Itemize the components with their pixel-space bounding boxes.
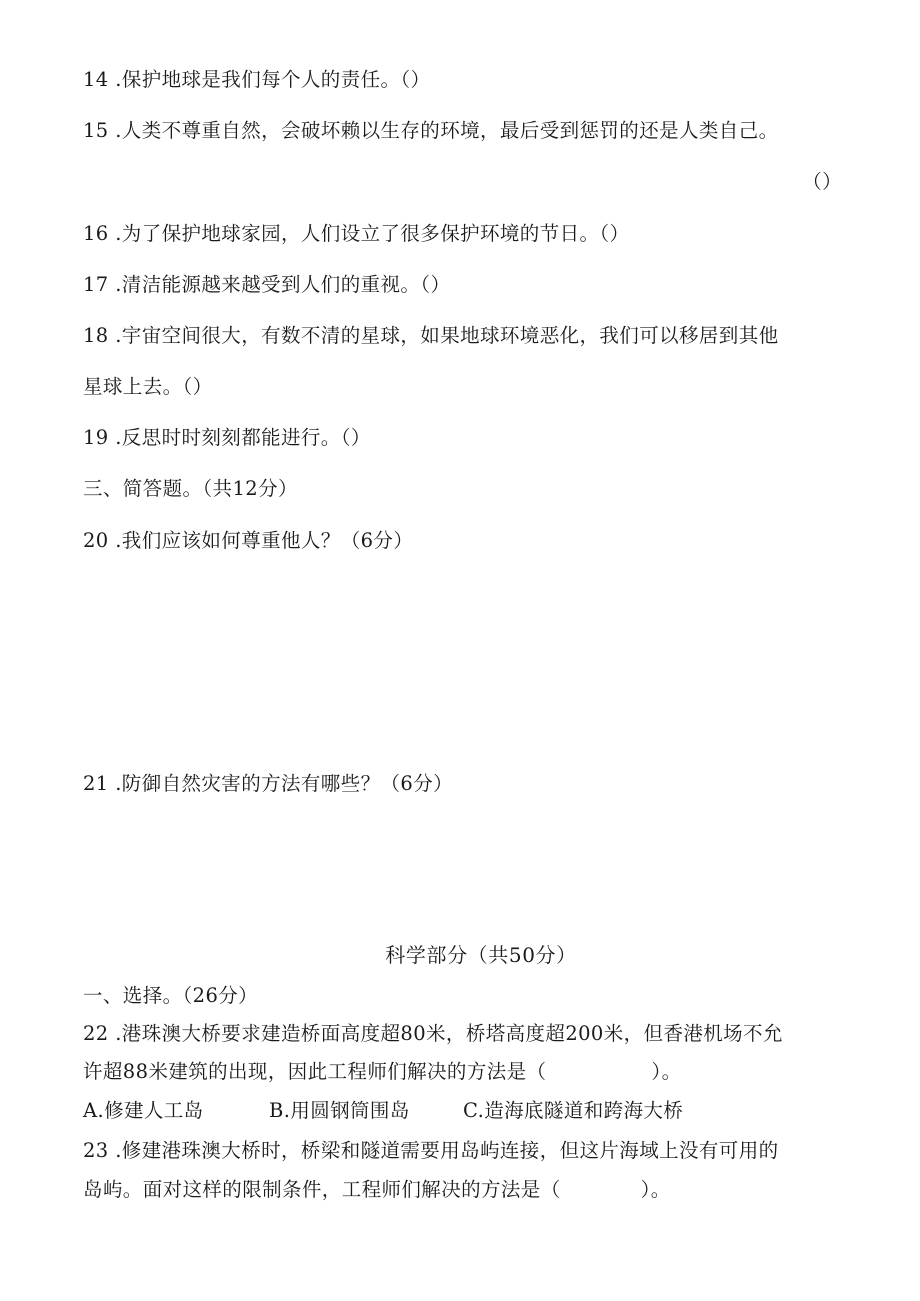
- question-22-stem-end: ）。: [651, 1060, 682, 1083]
- section-3-heading: 三、简答题。（共12分）: [83, 477, 298, 500]
- question-22-stem: 许超88米建筑的出现，因此工程师们解决的方法是（: [83, 1060, 547, 1083]
- question-23-line-2: [83, 1176, 842, 1204]
- question-16: 16 .为了保护地球家园，人们设立了很多保护环境的节日。（）: [83, 222, 630, 245]
- question-17: 17 .清洁能源越来越受到人们的重视。（）: [83, 273, 451, 296]
- section-1-heading: 一、选择。（26分）: [83, 984, 259, 1007]
- option-a[interactable]: A.修建人工岛: [83, 1099, 204, 1122]
- question-14: 14 .保护地球是我们每个人的责任。（）: [83, 68, 431, 91]
- question-22-line-1: 22 .港珠澳大桥要求建造桥面高度超80米，桥塔高度超200米，但香港机场不允: [83, 1022, 783, 1045]
- question-19: 19 .反思时时刻刻都能进行。（）: [83, 426, 371, 449]
- option-c[interactable]: C.造海底隧道和跨海大桥: [463, 1099, 684, 1122]
- question-23-stem-end: ）。: [640, 1178, 671, 1201]
- option-b[interactable]: B.用圆钢筒围岛: [269, 1099, 410, 1122]
- question-21: 21 .防御自然灾害的方法有哪些？（6分）: [83, 772, 454, 795]
- question-22-options: [83, 1097, 842, 1125]
- question-22-line-2: [83, 1058, 842, 1086]
- question-15-answer-paren: （）: [802, 170, 842, 193]
- science-section-title: 科学部分（共50分）: [385, 943, 577, 967]
- question-15: 15 .人类不尊重自然，会破坏赖以生存的环境，最后受到惩罚的还是人类自己。: [83, 119, 779, 142]
- question-23-stem: 岛屿。面对这样的限制条件，工程师们解决的方法是（: [83, 1178, 561, 1201]
- question-18-line-2: 星球上去。（）: [83, 375, 213, 398]
- question-23-line-1: 23 .修建港珠澳大桥时，桥梁和隧道需要用岛屿连接，但这片海域上没有可用的: [83, 1139, 779, 1162]
- question-20: 20 .我们应该如何尊重他人？（6分）: [83, 529, 414, 552]
- question-18-line-1: 18 .宇宙空间很大，有数不清的星球，如果地球环境恶化，我们可以移居到其他: [83, 324, 779, 347]
